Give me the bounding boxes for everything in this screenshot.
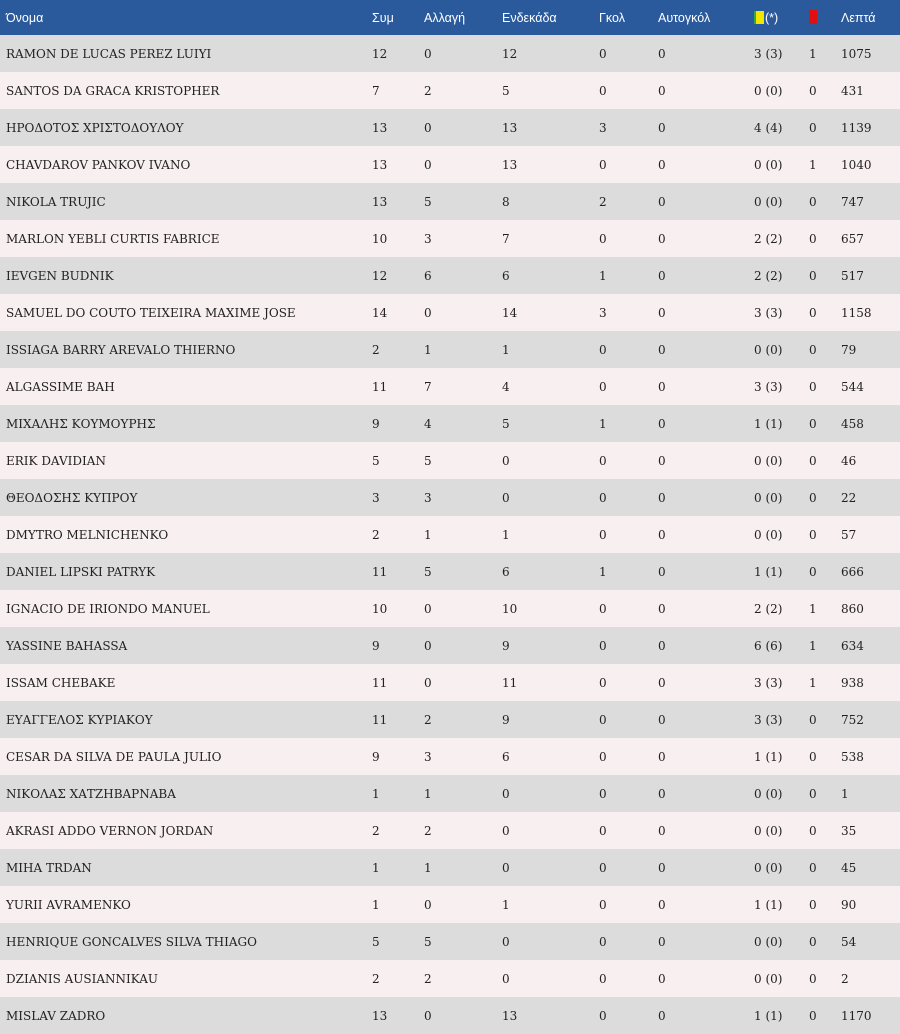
goals-cell: 1 <box>599 416 607 431</box>
minutes-cell: 657 <box>841 231 864 246</box>
apps-cell: 9 <box>372 749 380 764</box>
own-goals-cell: 0 <box>658 305 666 320</box>
starts-cell: 0 <box>502 934 510 949</box>
starts-cell: 9 <box>502 638 510 653</box>
minutes-cell: 517 <box>841 268 864 283</box>
subs-cell: 0 <box>424 897 432 912</box>
player-name: YURII AVRAMENKO <box>6 897 131 912</box>
table-row[interactable] <box>0 553 900 590</box>
subs-cell: 0 <box>424 305 432 320</box>
apps-cell: 13 <box>372 120 388 135</box>
subs-cell: 5 <box>424 194 432 209</box>
player-name: YASSINE BAHASSA <box>6 638 128 653</box>
subs-cell: 3 <box>424 490 432 505</box>
own-goals-cell: 0 <box>658 527 666 542</box>
table-row[interactable] <box>0 849 900 886</box>
table-row[interactable] <box>0 109 900 146</box>
minutes-cell: 538 <box>841 749 864 764</box>
yellow-cards-cell: 0 (0) <box>754 453 783 468</box>
apps-cell: 2 <box>372 823 380 838</box>
red-cards-cell: 1 <box>809 675 817 690</box>
table-row[interactable] <box>0 664 900 701</box>
red-cards-cell: 0 <box>809 860 817 875</box>
goals-cell: 0 <box>599 490 607 505</box>
minutes-cell: 1040 <box>841 157 872 172</box>
own-goals-cell: 0 <box>658 1008 666 1023</box>
yellow-cards-cell: 1 (1) <box>754 897 783 912</box>
goals-cell: 0 <box>599 379 607 394</box>
goals-cell: 1 <box>599 268 607 283</box>
starts-cell: 14 <box>502 305 518 320</box>
goals-cell: 0 <box>599 823 607 838</box>
table-row[interactable] <box>0 997 900 1034</box>
apps-cell: 14 <box>372 305 388 320</box>
red-cards-cell: 1 <box>809 157 817 172</box>
apps-cell: 11 <box>372 564 388 579</box>
starts-cell: 6 <box>502 268 510 283</box>
yellow-cards-cell: 0 (0) <box>754 934 783 949</box>
player-name: ALGASSIME BAH <box>6 379 115 394</box>
red-cards-cell: 0 <box>809 897 817 912</box>
starts-cell: 10 <box>502 601 518 616</box>
table-row[interactable] <box>0 775 900 812</box>
yellow-cards-cell: 3 (3) <box>754 305 783 320</box>
player-name: ΕΥΑΓΓΕΛΟΣ ΚΥΡΙΑΚΟΥ <box>6 712 153 727</box>
apps-cell: 11 <box>372 675 388 690</box>
own-goals-cell: 0 <box>658 379 666 394</box>
subs-cell: 1 <box>424 527 432 542</box>
own-goals-cell: 0 <box>658 157 666 172</box>
minutes-cell: 1158 <box>841 305 872 320</box>
yellow-cards-cell: 2 (2) <box>754 601 783 616</box>
red-cards-cell: 0 <box>809 786 817 801</box>
player-name: CHAVDAROV PANKOV IVANO <box>6 157 191 172</box>
player-name: MISLAV ZADRO <box>6 1008 106 1023</box>
apps-cell: 1 <box>372 897 380 912</box>
player-name: MIHA TRDAN <box>6 860 92 875</box>
starts-cell: 6 <box>502 749 510 764</box>
goals-cell: 0 <box>599 971 607 986</box>
player-name: IGNACIO DE IRIONDO MANUEL <box>6 601 210 616</box>
starts-cell: 13 <box>502 120 518 135</box>
yellow-cards-cell: 3 (3) <box>754 675 783 690</box>
apps-cell: 10 <box>372 231 388 246</box>
red-cards-cell: 0 <box>809 120 817 135</box>
subs-cell: 2 <box>424 971 432 986</box>
subs-cell: 7 <box>424 379 432 394</box>
subs-cell: 0 <box>424 120 432 135</box>
table-row[interactable] <box>0 923 900 960</box>
own-goals-cell: 0 <box>658 231 666 246</box>
own-goals-cell: 0 <box>658 46 666 61</box>
starts-cell: 9 <box>502 712 510 727</box>
own-goals-cell: 0 <box>658 342 666 357</box>
apps-cell: 2 <box>372 527 380 542</box>
table-row[interactable] <box>0 479 900 516</box>
apps-cell: 13 <box>372 1008 388 1023</box>
player-name: ISSAM CHEBAKE <box>6 675 116 690</box>
yellow-cards-cell: 0 (0) <box>754 342 783 357</box>
table-row[interactable] <box>0 183 900 220</box>
player-name: RAMON DE LUCAS PEREZ LUIYI <box>6 46 212 61</box>
own-goals-cell: 0 <box>658 712 666 727</box>
minutes-cell: 35 <box>841 823 857 838</box>
table-row[interactable] <box>0 146 900 183</box>
red-cards-cell: 0 <box>809 527 817 542</box>
red-cards-cell: 0 <box>809 823 817 838</box>
apps-cell: 5 <box>372 934 380 949</box>
table-row[interactable] <box>0 516 900 553</box>
minutes-cell: 431 <box>841 83 864 98</box>
yellow-cards-cell: 0 (0) <box>754 860 783 875</box>
subs-cell: 2 <box>424 823 432 838</box>
apps-cell: 2 <box>372 971 380 986</box>
starts-cell: 0 <box>502 971 510 986</box>
header-subs[interactable]: Αλλαγή <box>424 10 466 25</box>
starts-cell: 4 <box>502 379 510 394</box>
goals-cell: 0 <box>599 231 607 246</box>
subs-cell: 1 <box>424 860 432 875</box>
starts-cell: 1 <box>502 342 510 357</box>
apps-cell: 11 <box>372 379 388 394</box>
subs-cell: 0 <box>424 157 432 172</box>
starts-cell: 7 <box>502 231 510 246</box>
minutes-cell: 634 <box>841 638 864 653</box>
minutes-cell: 747 <box>841 194 864 209</box>
yellow-cards-cell: 1 (1) <box>754 749 783 764</box>
apps-cell: 13 <box>372 194 388 209</box>
minutes-cell: 860 <box>841 601 864 616</box>
yellow-cards-cell: 3 (3) <box>754 46 783 61</box>
player-name: DANIEL LIPSKI PATRYK <box>6 564 156 579</box>
subs-cell: 5 <box>424 453 432 468</box>
minutes-cell: 1139 <box>841 120 872 135</box>
minutes-cell: 45 <box>841 860 857 875</box>
yellow-cards-cell: 3 (3) <box>754 712 783 727</box>
minutes-cell: 458 <box>841 416 864 431</box>
minutes-cell: 1 <box>841 786 849 801</box>
goals-cell: 0 <box>599 786 607 801</box>
goals-cell: 0 <box>599 342 607 357</box>
red-cards-cell: 0 <box>809 490 817 505</box>
own-goals-cell: 0 <box>658 638 666 653</box>
yellow-cards-cell: 2 (2) <box>754 268 783 283</box>
apps-cell: 9 <box>372 416 380 431</box>
yellow-cards-cell: 0 (0) <box>754 83 783 98</box>
red-cards-cell: 0 <box>809 564 817 579</box>
red-cards-cell: 0 <box>809 305 817 320</box>
red-cards-cell: 0 <box>809 453 817 468</box>
apps-cell: 3 <box>372 490 380 505</box>
yellow-cards-cell: 0 (0) <box>754 527 783 542</box>
red-cards-cell: 0 <box>809 934 817 949</box>
player-name: DMYTRO MELNICHENKO <box>6 527 169 542</box>
yellow-cards-cell: 1 (1) <box>754 1008 783 1023</box>
own-goals-cell: 0 <box>658 786 666 801</box>
yellow-cards-cell: 1 (1) <box>754 564 783 579</box>
starts-cell: 6 <box>502 564 510 579</box>
starts-cell: 13 <box>502 1008 518 1023</box>
apps-cell: 12 <box>372 268 388 283</box>
player-name: ISSIAGA BARRY AREVALO THIERNO <box>6 342 236 357</box>
apps-cell: 10 <box>372 601 388 616</box>
table-body <box>0 35 900 1034</box>
own-goals-cell: 0 <box>658 675 666 690</box>
yellow-cards-cell: 6 (6) <box>754 638 783 653</box>
minutes-cell: 79 <box>841 342 857 357</box>
red-cards-cell: 1 <box>809 638 817 653</box>
yellow-cards-cell: 0 (0) <box>754 194 783 209</box>
subs-cell: 2 <box>424 83 432 98</box>
table-row[interactable] <box>0 331 900 368</box>
table-row[interactable] <box>0 738 900 775</box>
player-name: CESAR DA SILVA DE PAULA JULIO <box>6 749 222 764</box>
subs-cell: 1 <box>424 342 432 357</box>
yellow-cards-cell: 0 (0) <box>754 971 783 986</box>
minutes-cell: 54 <box>841 934 857 949</box>
table-row[interactable] <box>0 294 900 331</box>
red-cards-cell: 0 <box>809 83 817 98</box>
starts-cell: 0 <box>502 786 510 801</box>
own-goals-cell: 0 <box>658 416 666 431</box>
own-goals-cell: 0 <box>658 453 666 468</box>
apps-cell: 1 <box>372 860 380 875</box>
red-cards-cell: 0 <box>809 268 817 283</box>
header-red-cards[interactable] <box>803 0 835 35</box>
subs-cell: 2 <box>424 712 432 727</box>
red-cards-cell: 1 <box>809 601 817 616</box>
table-row[interactable] <box>0 35 900 72</box>
starts-cell: 11 <box>502 675 518 690</box>
table-row[interactable] <box>0 590 900 627</box>
starts-cell: 12 <box>502 46 518 61</box>
apps-cell: 1 <box>372 786 380 801</box>
player-name: HENRIQUE GONCALVES SILVA THIAGO <box>6 934 257 949</box>
starts-cell: 0 <box>502 453 510 468</box>
goals-cell: 0 <box>599 712 607 727</box>
yellow-cards-cell: 3 (3) <box>754 379 783 394</box>
starts-cell: 5 <box>502 416 510 431</box>
table-row[interactable] <box>0 960 900 997</box>
own-goals-cell: 0 <box>658 490 666 505</box>
header-own-goals[interactable]: Αυτογκόλ <box>658 10 711 25</box>
yellow-cards-cell: 4 (4) <box>754 120 783 135</box>
red-cards-cell: 0 <box>809 971 817 986</box>
header-goals[interactable]: Γκολ <box>599 10 625 25</box>
red-cards-cell: 0 <box>809 712 817 727</box>
own-goals-cell: 0 <box>658 120 666 135</box>
player-name: IEVGEN BUDNIK <box>6 268 114 283</box>
yellow-cards-cell: 0 (0) <box>754 490 783 505</box>
yellow-cards-cell: 0 (0) <box>754 157 783 172</box>
minutes-cell: 1170 <box>841 1008 872 1023</box>
yellow-cards-cell: 2 (2) <box>754 231 783 246</box>
apps-cell: 5 <box>372 453 380 468</box>
goals-cell: 0 <box>599 83 607 98</box>
red-cards-cell: 0 <box>809 1008 817 1023</box>
own-goals-cell: 0 <box>658 860 666 875</box>
goals-cell: 0 <box>599 527 607 542</box>
goals-cell: 0 <box>599 749 607 764</box>
goals-cell: 0 <box>599 453 607 468</box>
starts-cell: 13 <box>502 157 518 172</box>
red-cards-cell: 0 <box>809 416 817 431</box>
apps-cell: 11 <box>372 712 388 727</box>
header-minutes[interactable]: Λεπτά <box>841 10 876 25</box>
yellow-card-icon <box>754 11 764 24</box>
subs-cell: 3 <box>424 231 432 246</box>
header-starts[interactable]: Ενδεκάδα <box>502 10 557 25</box>
player-name: ΝΙΚΟΛΑΣ ΧΑΤΖΗΒΑΡΝΑΒΑ <box>6 786 176 801</box>
goals-cell: 0 <box>599 638 607 653</box>
own-goals-cell: 0 <box>658 934 666 949</box>
table-header <box>0 0 900 35</box>
subs-cell: 5 <box>424 934 432 949</box>
goals-cell: 0 <box>599 860 607 875</box>
goals-cell: 0 <box>599 675 607 690</box>
table-row[interactable] <box>0 257 900 294</box>
player-name: ERIK DAVIDIAN <box>6 453 106 468</box>
own-goals-cell: 0 <box>658 971 666 986</box>
subs-cell: 1 <box>424 786 432 801</box>
minutes-cell: 2 <box>841 971 849 986</box>
starts-cell: 0 <box>502 860 510 875</box>
header-apps[interactable]: Συμ <box>372 10 394 25</box>
subs-cell: 6 <box>424 268 432 283</box>
subs-cell: 3 <box>424 749 432 764</box>
goals-cell: 1 <box>599 564 607 579</box>
starts-cell: 0 <box>502 823 510 838</box>
red-card-icon <box>809 10 817 24</box>
table-row[interactable] <box>0 220 900 257</box>
own-goals-cell: 0 <box>658 83 666 98</box>
subs-cell: 0 <box>424 675 432 690</box>
red-cards-cell: 0 <box>809 194 817 209</box>
minutes-cell: 57 <box>841 527 857 542</box>
minutes-cell: 938 <box>841 675 864 690</box>
minutes-cell: 22 <box>841 490 857 505</box>
goals-cell: 0 <box>599 1008 607 1023</box>
apps-cell: 2 <box>372 342 380 357</box>
red-cards-cell: 0 <box>809 749 817 764</box>
goals-cell: 0 <box>599 46 607 61</box>
player-name: SANTOS DA GRACA KRISTOPHER <box>6 83 220 98</box>
header-yellow-note: (*) <box>765 10 779 25</box>
table-row[interactable] <box>0 627 900 664</box>
minutes-cell: 1075 <box>841 46 872 61</box>
minutes-cell: 752 <box>841 712 864 727</box>
goals-cell: 3 <box>599 120 607 135</box>
subs-cell: 0 <box>424 638 432 653</box>
own-goals-cell: 0 <box>658 601 666 616</box>
starts-cell: 1 <box>502 897 510 912</box>
yellow-cards-cell: 0 (0) <box>754 823 783 838</box>
own-goals-cell: 0 <box>658 194 666 209</box>
own-goals-cell: 0 <box>658 897 666 912</box>
starts-cell: 1 <box>502 527 510 542</box>
apps-cell: 7 <box>372 83 380 98</box>
table-row[interactable] <box>0 72 900 109</box>
subs-cell: 0 <box>424 46 432 61</box>
player-name: ΗΡΟΔΟΤΟΣ ΧΡΙΣΤΟΔΟΥΛΟΥ <box>6 120 184 135</box>
goals-cell: 0 <box>599 601 607 616</box>
red-cards-cell: 1 <box>809 46 817 61</box>
player-name: MARLON YEBLI CURTIS FABRICE <box>6 231 220 246</box>
yellow-cards-cell: 1 (1) <box>754 416 783 431</box>
subs-cell: 0 <box>424 601 432 616</box>
player-name: ΜΙΧΑΛΗΣ ΚΟΥΜΟΥΡΗΣ <box>6 416 156 431</box>
apps-cell: 12 <box>372 46 388 61</box>
starts-cell: 5 <box>502 83 510 98</box>
table-row[interactable] <box>0 812 900 849</box>
table-row[interactable] <box>0 886 900 923</box>
apps-cell: 13 <box>372 157 388 172</box>
header-name[interactable]: Όνομα <box>6 10 44 25</box>
goals-cell: 0 <box>599 157 607 172</box>
goals-cell: 3 <box>599 305 607 320</box>
player-name: DZIANIS AUSIANNIKAU <box>6 971 159 986</box>
own-goals-cell: 0 <box>658 823 666 838</box>
red-cards-cell: 0 <box>809 231 817 246</box>
goals-cell: 2 <box>599 194 607 209</box>
red-cards-cell: 0 <box>809 342 817 357</box>
header-yellow-cards[interactable] <box>748 0 803 35</box>
player-name: SAMUEL DO COUTO TEIXEIRA MAXIME JOSE <box>6 305 296 320</box>
table-row[interactable] <box>0 701 900 738</box>
table-row[interactable] <box>0 368 900 405</box>
own-goals-cell: 0 <box>658 268 666 283</box>
yellow-cards-cell: 0 (0) <box>754 786 783 801</box>
player-name: AKRASI ADDO VERNON JORDAN <box>6 823 214 838</box>
header-row <box>0 0 900 35</box>
minutes-cell: 666 <box>841 564 864 579</box>
minutes-cell: 90 <box>841 897 857 912</box>
apps-cell: 9 <box>372 638 380 653</box>
goals-cell: 0 <box>599 934 607 949</box>
own-goals-cell: 0 <box>658 564 666 579</box>
subs-cell: 4 <box>424 416 432 431</box>
minutes-cell: 46 <box>841 453 857 468</box>
red-cards-cell: 0 <box>809 379 817 394</box>
starts-cell: 0 <box>502 490 510 505</box>
player-name: NIKOLA TRUJIC <box>6 194 106 209</box>
starts-cell: 8 <box>502 194 510 209</box>
subs-cell: 0 <box>424 1008 432 1023</box>
table-row[interactable] <box>0 405 900 442</box>
goals-cell: 0 <box>599 897 607 912</box>
subs-cell: 5 <box>424 564 432 579</box>
minutes-cell: 544 <box>841 379 864 394</box>
own-goals-cell: 0 <box>658 749 666 764</box>
table-row[interactable] <box>0 442 900 479</box>
player-name: ΘΕΟΔΟΣΗΣ ΚΥΠΡΟΥ <box>6 490 138 505</box>
